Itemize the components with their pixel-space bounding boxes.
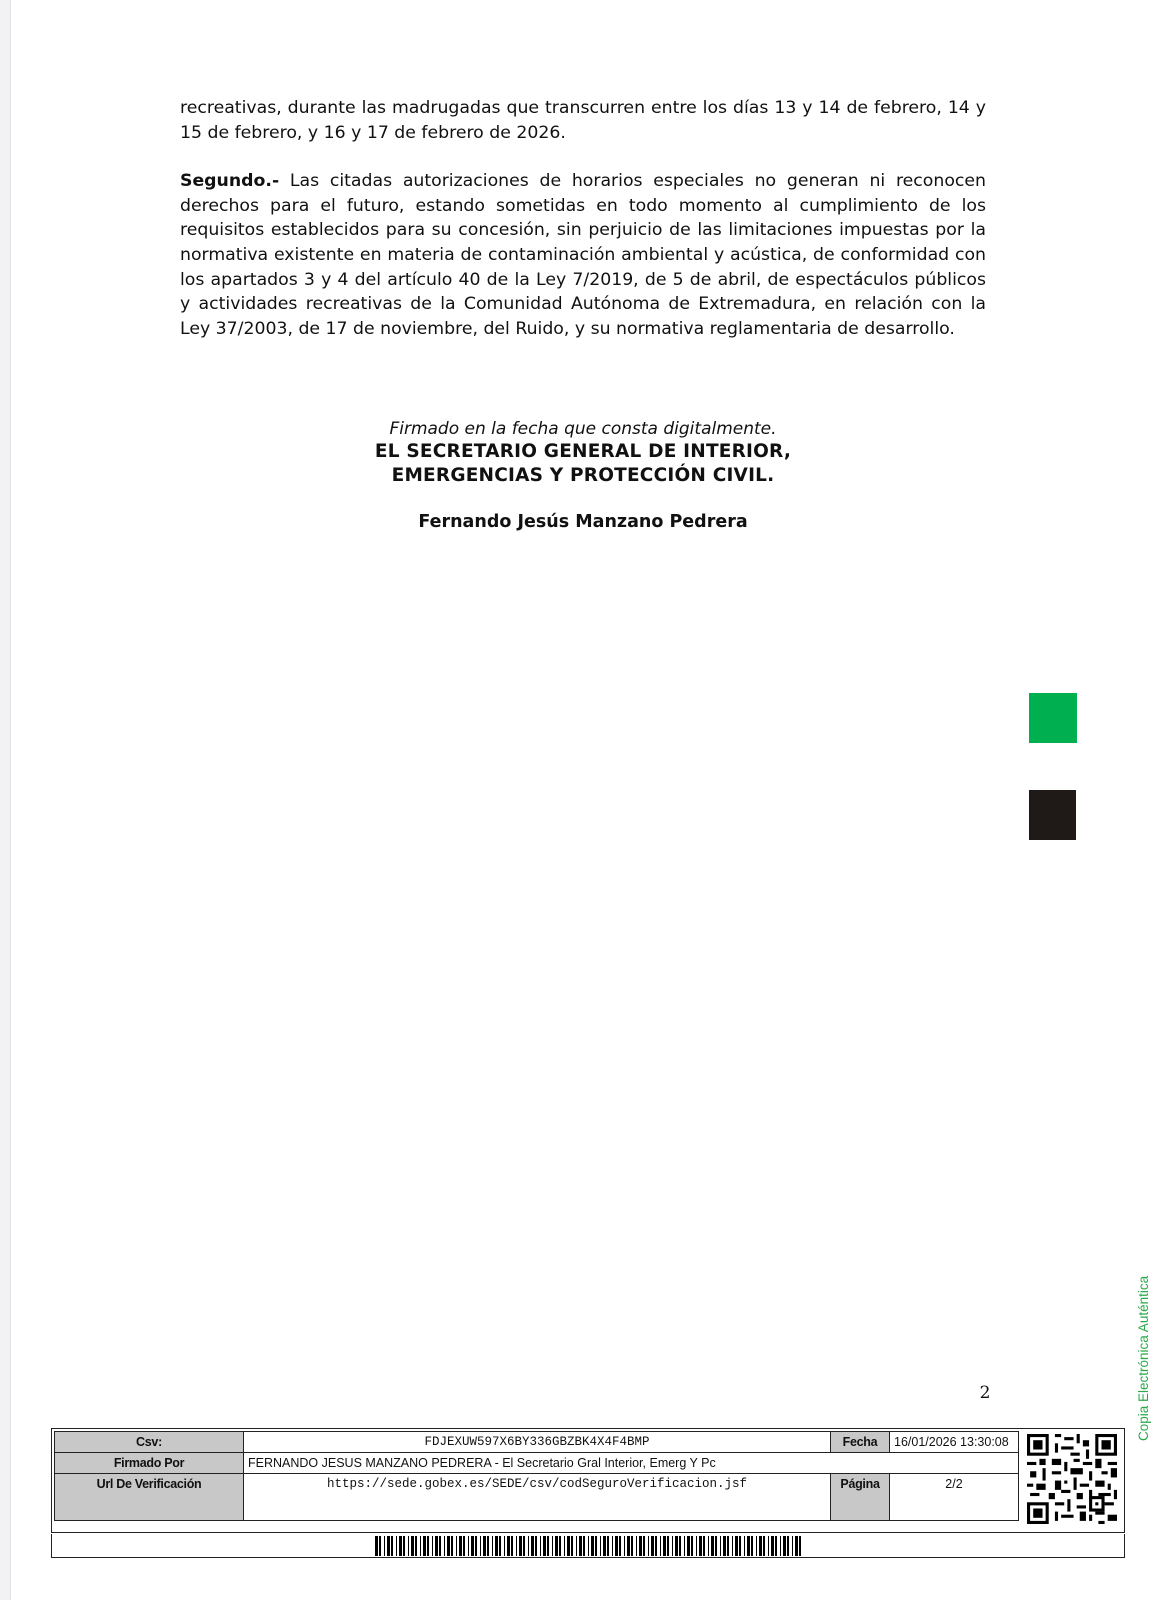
paragraph-continuation: recreativas, durante las madrugadas que transcurren entre los días 13 y 14 de febrero, 14 y 15 de febrero, y 16 y 17 de febrero de 2026. (180, 98, 986, 143)
signer-name: Fernando Jesús Manzano Pedrera (418, 512, 748, 532)
firmado-label: Firmado Por (55, 1453, 244, 1474)
csv-value: FDJEXUW597X6BY336GBZBK4X4F4BMP (244, 1432, 831, 1453)
fecha-label: Fecha (831, 1432, 890, 1453)
authentic-copy-label: Copia Electrónica Auténtica (1136, 1275, 1151, 1441)
url-value[interactable]: https://sede.gobex.es/SEDE/csv/codSeguroVerificacion.jsf (244, 1474, 831, 1521)
csv-label: Csv: (55, 1432, 244, 1453)
signer-title-line2: EMERGENCIAS Y PROTECCIÓN CIVIL. (391, 465, 775, 486)
document-body (180, 96, 986, 341)
barcode-icon (375, 1536, 803, 1556)
pagina-label: Página (831, 1474, 890, 1521)
firmado-value: FERNANDO JESUS MANZANO PEDRERA - El Secretario Gral Interior, Emerg Y Pc (244, 1453, 1019, 1474)
qr-code-icon (1027, 1434, 1117, 1524)
firmado-row (55, 1453, 1019, 1474)
signed-note: Firmado en la fecha que consta digitalmente. (389, 419, 777, 439)
verification-table (54, 1431, 1019, 1521)
pagina-value: 2/2 (890, 1474, 1019, 1521)
signature-block (300, 418, 866, 533)
url-row (55, 1474, 1019, 1521)
black-mark (1029, 790, 1076, 840)
segundo-label: Segundo.- (180, 171, 280, 192)
segundo-text: Las citadas autorizaciones de horarios especiales no generan ni reconocen derechos para el futuro, estando sometidas en todo momento al cumplimiento de los requisitos establecidos para su concesión, sin perjuicio de las limitaciones impuestas por la normativa existente en materia de contaminación ambiental y acústica, de conformidad con los apartados 3 y 4 del artículo 40 de la Ley 7/2019, de 5 de abril, de espectáculos públicos y actividades recreativas de la Comunidad Autónoma de Extremadura, en relación con la Ley 37/2003, de 17 de noviembre, del Ruido, y su normativa reglamentaria de desarrollo. (180, 171, 986, 339)
url-label: Url De Verificación (55, 1474, 244, 1521)
fecha-value: 16/01/2026 13:30:08 (890, 1432, 1019, 1453)
paragraph-segundo (180, 169, 986, 341)
signer-title-line1: EL SECRETARIO GENERAL DE INTERIOR, (374, 441, 792, 462)
page-number: 2 (979, 1383, 991, 1403)
green-mark (1029, 693, 1077, 743)
csv-row (55, 1432, 1019, 1453)
